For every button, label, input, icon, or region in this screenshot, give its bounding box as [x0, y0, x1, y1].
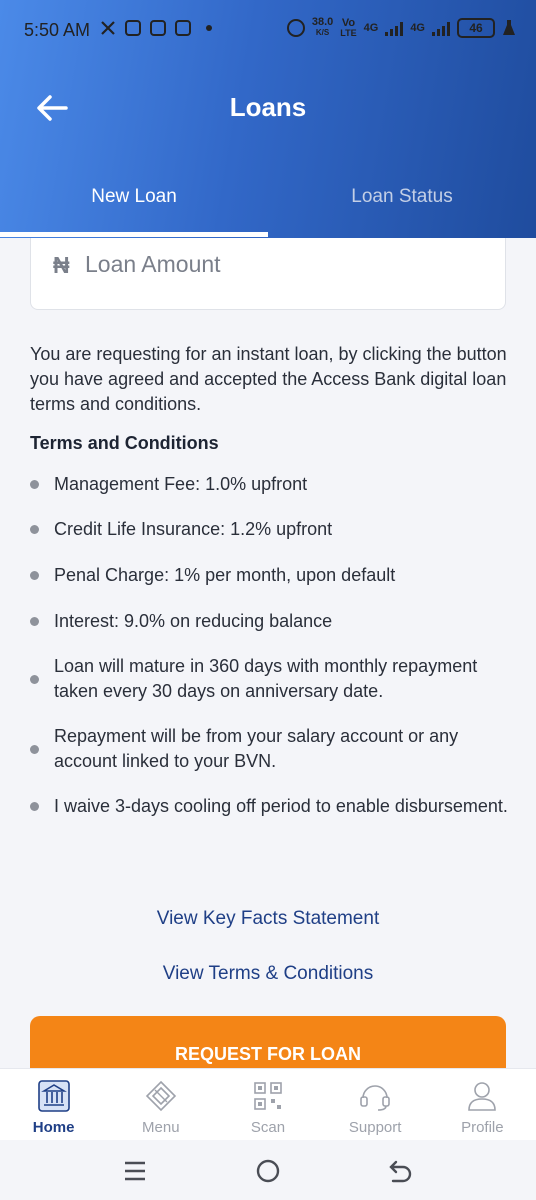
term-item: Interest: 9.0% on reducing balance [30, 609, 508, 634]
home-system-button[interactable] [253, 1156, 283, 1186]
instagram-icon-2 [175, 20, 191, 36]
app-header [0, 0, 536, 238]
loan-amount-field[interactable] [30, 238, 506, 310]
back-arrow-icon [388, 1159, 414, 1183]
status-time: 5:50 AM [24, 20, 91, 40]
terms-list [30, 472, 508, 819]
signal-icon-1 [385, 20, 403, 36]
system-nav-bar [0, 1140, 536, 1200]
term-item: Credit Life Insurance: 1.2% upfront [30, 517, 508, 542]
nav-support-label: Support [348, 1119, 402, 1136]
nav-scan[interactable] [214, 1069, 321, 1141]
qr-code-icon [251, 1079, 285, 1113]
signal-icon-2 [432, 20, 450, 36]
home-circle-icon [255, 1158, 281, 1184]
tab-loan-status[interactable]: Loan Status [351, 186, 453, 207]
nav-scan-label: Scan [250, 1119, 286, 1136]
recent-apps-button[interactable] [120, 1156, 150, 1186]
term-item: Loan will mature in 360 days with monthly repayment taken every 30 days on anniversary date. [30, 654, 508, 704]
term-item: I waive 3-days cooling off period to enable disbursement. [30, 794, 508, 819]
nav-home[interactable] [0, 1069, 107, 1141]
loan-intro-text: You are requesting for an instant loan, by clicking the button you have agreed and accepted the Access Bank digital loan terms and conditions. [30, 344, 507, 414]
bullet-icon [30, 571, 39, 580]
bullet-icon [30, 480, 39, 489]
volte-top: Vo [341, 16, 356, 29]
nav-menu[interactable] [107, 1069, 214, 1141]
view-key-facts-link[interactable]: View Key Facts Statement [156, 908, 380, 929]
bullet-icon [30, 745, 39, 754]
tab-new-loan[interactable]: New Loan [91, 186, 177, 207]
nav-menu-label: Menu [142, 1119, 180, 1136]
notification-icons [100, 20, 212, 36]
menu-diamond-icon [144, 1079, 178, 1113]
term-item: Penal Charge: 1% per month, upon default [30, 563, 508, 588]
battery-icon: 46 [457, 18, 495, 38]
flask-icon [502, 19, 516, 37]
term-item: Repayment will be from your salary account or any account linked to your BVN. [30, 724, 508, 774]
loan-amount-input[interactable] [85, 246, 485, 282]
nav-profile-label: Profile [461, 1119, 504, 1136]
view-terms-link[interactable]: View Terms & Conditions [162, 963, 374, 984]
bottom-nav [0, 1068, 536, 1140]
recent-apps-icon [123, 1160, 147, 1182]
status-bar [0, 0, 536, 60]
term-item: Management Fee: 1.0% upfront [30, 472, 508, 497]
bank-icon [37, 1079, 71, 1113]
active-tab-indicator [0, 232, 268, 237]
nav-home-label: Home [32, 1119, 75, 1136]
request-loan-label: REQUEST FOR LOAN [174, 1044, 361, 1064]
network-label-2: 4G [410, 21, 425, 34]
more-notifications-icon [206, 25, 212, 31]
instagram-icon [150, 20, 166, 36]
bullet-icon [30, 802, 39, 811]
bullet-icon [30, 675, 39, 684]
back-system-button[interactable] [386, 1156, 416, 1186]
bullet-icon [30, 617, 39, 626]
nav-support[interactable] [322, 1069, 429, 1141]
network-label-1: 4G [363, 21, 379, 34]
user-icon [465, 1079, 499, 1113]
alarm-icon [287, 19, 305, 37]
naira-symbol: ₦ [53, 252, 70, 278]
bullet-icon [30, 525, 39, 534]
terms-title: Terms and Conditions [30, 433, 219, 453]
speed-value: 38.0 [311, 16, 334, 28]
volte-bottom: LTE [340, 27, 357, 38]
speed-unit: K/S [315, 28, 330, 37]
news-app-icon [125, 20, 141, 36]
x-app-icon [100, 20, 116, 36]
nav-profile[interactable] [429, 1069, 536, 1141]
system-icons [287, 17, 516, 38]
page-title: Loans [229, 92, 307, 122]
headset-icon [358, 1079, 392, 1113]
